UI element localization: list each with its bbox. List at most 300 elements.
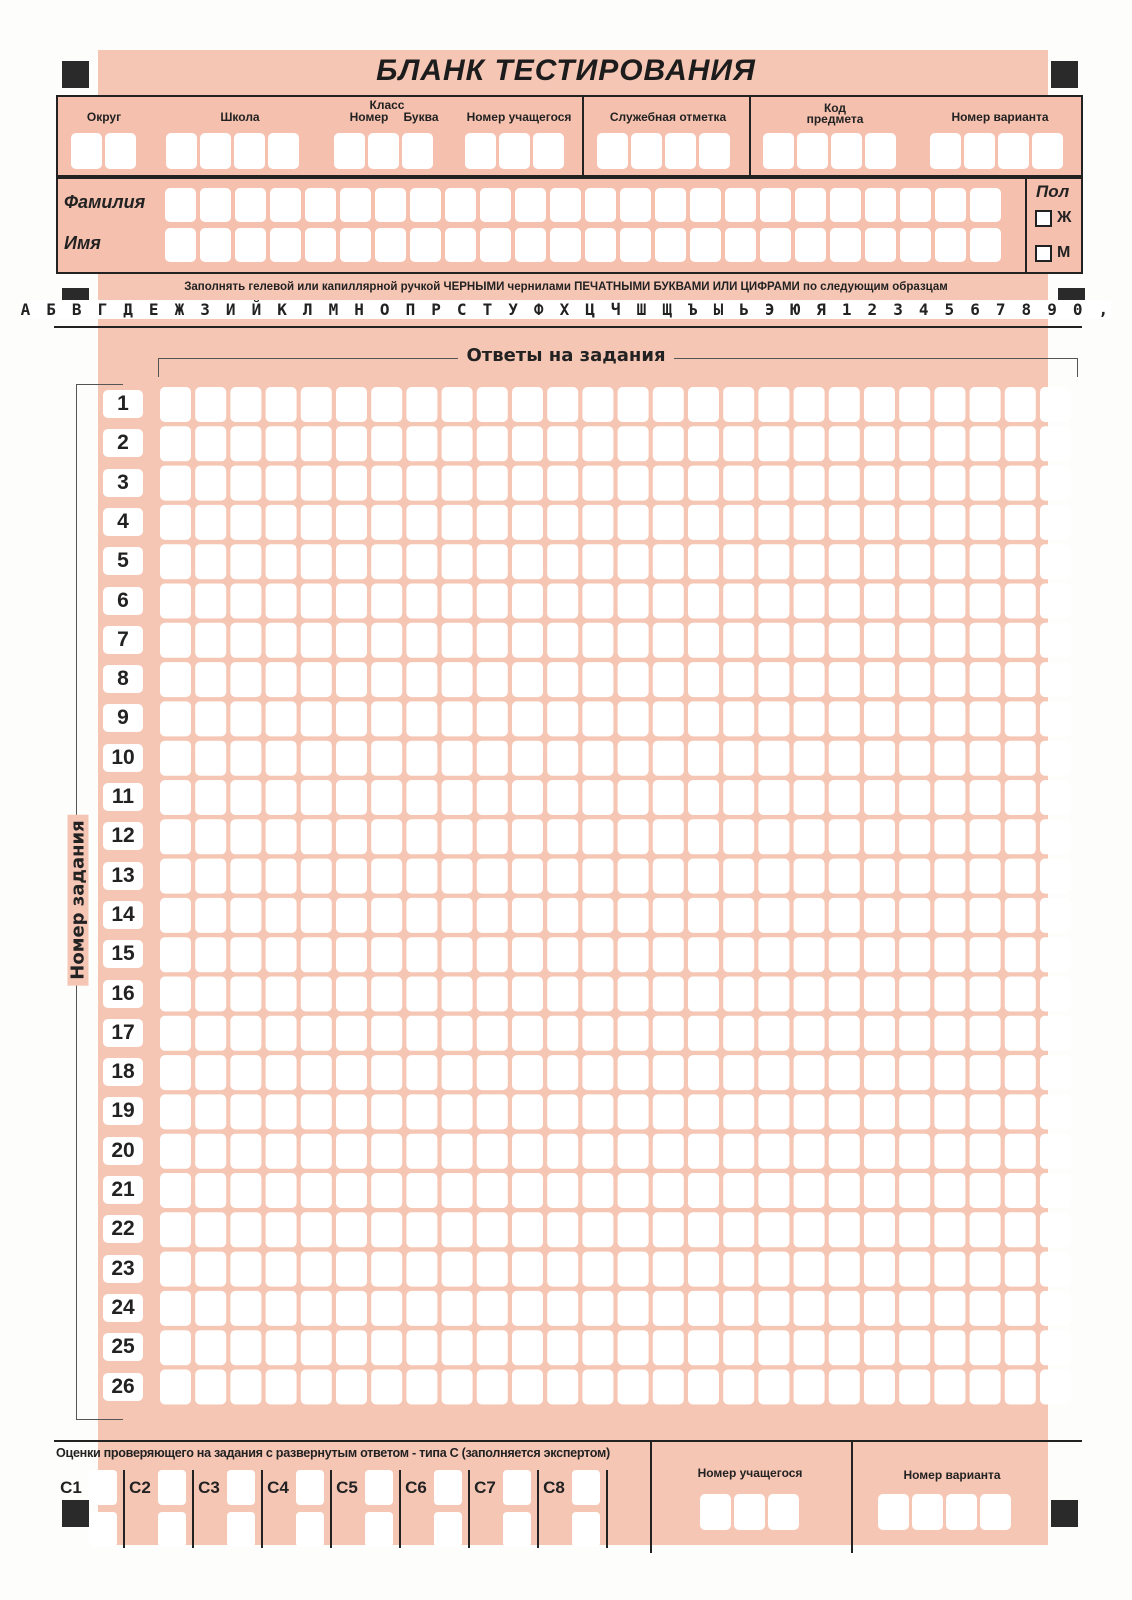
letter-cell[interactable] [900, 188, 931, 222]
answer-cell[interactable] [547, 1291, 578, 1326]
answer-cell[interactable] [195, 780, 226, 815]
answer-cell[interactable] [371, 544, 402, 579]
answer-cell[interactable] [371, 1094, 402, 1129]
answer-cell[interactable] [970, 1173, 1001, 1208]
answer-cell[interactable] [1005, 741, 1036, 776]
answer-cell[interactable] [618, 584, 649, 619]
letter-cell[interactable] [515, 188, 546, 222]
answer-cell[interactable] [970, 1291, 1001, 1326]
answer-cell[interactable] [336, 662, 367, 697]
answer-cell[interactable] [582, 977, 613, 1012]
answer-cell[interactable] [512, 466, 543, 501]
answer-cell[interactable] [336, 505, 367, 540]
answer-cell[interactable] [1040, 937, 1071, 972]
answer-cell[interactable] [336, 1330, 367, 1365]
answer-cell[interactable] [864, 1252, 895, 1287]
answer-cell[interactable] [794, 584, 825, 619]
answer-cell[interactable] [160, 1055, 191, 1090]
answer-cell[interactable] [1005, 1173, 1036, 1208]
answer-cell[interactable] [266, 701, 297, 736]
letter-cell[interactable] [585, 188, 616, 222]
letter-cell[interactable] [655, 188, 686, 222]
answer-cell[interactable] [301, 859, 332, 894]
answer-cell[interactable] [512, 1094, 543, 1129]
input-cell[interactable] [980, 1494, 1011, 1530]
answer-cell[interactable] [195, 898, 226, 933]
answer-cell[interactable] [618, 1055, 649, 1090]
score-cell[interactable] [434, 1512, 462, 1547]
answer-cell[interactable] [758, 1134, 789, 1169]
answer-cell[interactable] [195, 977, 226, 1012]
answer-cell[interactable] [582, 1212, 613, 1247]
answer-cell[interactable] [934, 1212, 965, 1247]
answer-cell[interactable] [582, 1330, 613, 1365]
answer-cell[interactable] [266, 819, 297, 854]
answer-cell[interactable] [406, 1055, 437, 1090]
letter-cell[interactable] [305, 188, 336, 222]
answer-cell[interactable] [653, 544, 684, 579]
answer-cell[interactable] [442, 701, 473, 736]
answer-cell[interactable] [723, 1016, 754, 1051]
answer-cell[interactable] [230, 1094, 261, 1129]
answer-cell[interactable] [442, 1016, 473, 1051]
letter-cell[interactable] [865, 228, 896, 262]
answer-cell[interactable] [723, 780, 754, 815]
answer-cell[interactable] [195, 1016, 226, 1051]
answer-cell[interactable] [618, 819, 649, 854]
answer-cell[interactable] [336, 741, 367, 776]
answer-cell[interactable] [653, 426, 684, 461]
answer-cell[interactable] [442, 819, 473, 854]
answer-cell[interactable] [195, 1370, 226, 1405]
letter-cell[interactable] [760, 228, 791, 262]
input-cell[interactable] [368, 133, 399, 169]
answer-cell[interactable] [195, 505, 226, 540]
answer-cell[interactable] [195, 623, 226, 658]
answer-cell[interactable] [794, 1291, 825, 1326]
letter-cell[interactable] [970, 228, 1001, 262]
answer-cell[interactable] [688, 584, 719, 619]
input-cell[interactable] [71, 133, 102, 169]
answer-cell[interactable] [653, 741, 684, 776]
answer-cell[interactable] [653, 780, 684, 815]
answer-cell[interactable] [794, 1370, 825, 1405]
answer-cell[interactable] [477, 466, 508, 501]
answer-cell[interactable] [934, 623, 965, 658]
answer-cell[interactable] [723, 1055, 754, 1090]
answer-cell[interactable] [1040, 466, 1071, 501]
answer-cell[interactable] [829, 1212, 860, 1247]
answer-cell[interactable] [723, 1094, 754, 1129]
answer-cell[interactable] [195, 1055, 226, 1090]
answer-cell[interactable] [371, 623, 402, 658]
letter-cell[interactable] [235, 188, 266, 222]
answer-cell[interactable] [582, 1134, 613, 1169]
answer-cell[interactable] [1040, 780, 1071, 815]
answer-cell[interactable] [371, 1055, 402, 1090]
answer-cell[interactable] [653, 584, 684, 619]
input-cell[interactable] [700, 1494, 731, 1530]
letter-cell[interactable] [690, 228, 721, 262]
answer-cell[interactable] [230, 466, 261, 501]
answer-cell[interactable] [406, 898, 437, 933]
answer-cell[interactable] [547, 1173, 578, 1208]
answer-cell[interactable] [970, 505, 1001, 540]
answer-cell[interactable] [442, 544, 473, 579]
answer-cell[interactable] [1040, 623, 1071, 658]
answer-cell[interactable] [934, 701, 965, 736]
answer-cell[interactable] [899, 584, 930, 619]
answer-cell[interactable] [758, 1016, 789, 1051]
letter-cell[interactable] [795, 188, 826, 222]
answer-cell[interactable] [301, 780, 332, 815]
answer-cell[interactable] [864, 623, 895, 658]
answer-cell[interactable] [758, 1252, 789, 1287]
letter-cell[interactable] [550, 228, 581, 262]
answer-cell[interactable] [1040, 1134, 1071, 1169]
answer-cell[interactable] [864, 1370, 895, 1405]
score-cell[interactable] [296, 1470, 324, 1505]
answer-cell[interactable] [512, 662, 543, 697]
answer-cell[interactable] [829, 1291, 860, 1326]
answer-cell[interactable] [230, 623, 261, 658]
answer-cell[interactable] [477, 1173, 508, 1208]
answer-cell[interactable] [160, 1370, 191, 1405]
letter-cell[interactable] [165, 188, 196, 222]
answer-cell[interactable] [266, 1055, 297, 1090]
score-cell[interactable] [158, 1470, 186, 1505]
letter-cell[interactable] [480, 228, 511, 262]
answer-cell[interactable] [829, 584, 860, 619]
answer-cell[interactable] [758, 819, 789, 854]
letter-cell[interactable] [725, 228, 756, 262]
answer-cell[interactable] [794, 898, 825, 933]
answer-cell[interactable] [758, 977, 789, 1012]
answer-cell[interactable] [371, 1330, 402, 1365]
answer-cell[interactable] [477, 1370, 508, 1405]
answer-cell[interactable] [970, 937, 1001, 972]
input-cell[interactable] [597, 133, 628, 169]
answer-cell[interactable] [688, 466, 719, 501]
answer-cell[interactable] [160, 466, 191, 501]
input-cell[interactable] [768, 1494, 799, 1530]
answer-cell[interactable] [1005, 819, 1036, 854]
answer-cell[interactable] [794, 1252, 825, 1287]
answer-cell[interactable] [829, 1173, 860, 1208]
answer-cell[interactable] [1040, 859, 1071, 894]
answer-cell[interactable] [899, 1330, 930, 1365]
letter-cell[interactable] [165, 228, 196, 262]
answer-cell[interactable] [406, 584, 437, 619]
answer-cell[interactable] [442, 1291, 473, 1326]
answer-cell[interactable] [864, 426, 895, 461]
answer-cell[interactable] [934, 859, 965, 894]
answer-cell[interactable] [442, 859, 473, 894]
letter-cell[interactable] [970, 188, 1001, 222]
answer-cell[interactable] [758, 1212, 789, 1247]
answer-cell[interactable] [266, 898, 297, 933]
answer-cell[interactable] [442, 584, 473, 619]
answer-cell[interactable] [864, 937, 895, 972]
answer-cell[interactable] [1040, 1370, 1071, 1405]
answer-cell[interactable] [653, 898, 684, 933]
answer-cell[interactable] [371, 859, 402, 894]
answer-cell[interactable] [512, 584, 543, 619]
answer-cell[interactable] [406, 937, 437, 972]
answer-cell[interactable] [160, 898, 191, 933]
letter-cell[interactable] [935, 188, 966, 222]
answer-cell[interactable] [371, 1173, 402, 1208]
answer-cell[interactable] [266, 741, 297, 776]
answer-cell[interactable] [371, 387, 402, 422]
answer-cell[interactable] [512, 977, 543, 1012]
answer-cell[interactable] [864, 1055, 895, 1090]
answer-cell[interactable] [230, 1252, 261, 1287]
answer-cell[interactable] [406, 662, 437, 697]
answer-cell[interactable] [266, 1212, 297, 1247]
answer-cell[interactable] [794, 1016, 825, 1051]
letter-cell[interactable] [795, 228, 826, 262]
answer-cell[interactable] [547, 623, 578, 658]
answer-cell[interactable] [371, 466, 402, 501]
answer-cell[interactable] [829, 623, 860, 658]
answer-cell[interactable] [758, 859, 789, 894]
answer-cell[interactable] [547, 1330, 578, 1365]
answer-cell[interactable] [688, 544, 719, 579]
answer-cell[interactable] [899, 1212, 930, 1247]
answer-cell[interactable] [618, 1330, 649, 1365]
answer-cell[interactable] [512, 505, 543, 540]
answer-cell[interactable] [582, 387, 613, 422]
answer-cell[interactable] [582, 426, 613, 461]
input-cell[interactable] [763, 133, 794, 169]
answer-cell[interactable] [230, 1173, 261, 1208]
answer-cell[interactable] [899, 1094, 930, 1129]
answer-cell[interactable] [477, 819, 508, 854]
answer-cell[interactable] [970, 1016, 1001, 1051]
score-cell[interactable] [227, 1470, 255, 1505]
answer-cell[interactable] [336, 426, 367, 461]
answer-cell[interactable] [864, 780, 895, 815]
answer-cell[interactable] [864, 1291, 895, 1326]
answer-cell[interactable] [195, 1291, 226, 1326]
answer-cell[interactable] [442, 466, 473, 501]
answer-cell[interactable] [688, 1016, 719, 1051]
answer-cell[interactable] [336, 701, 367, 736]
answer-cell[interactable] [829, 1134, 860, 1169]
answer-cell[interactable] [1005, 544, 1036, 579]
answer-cell[interactable] [794, 859, 825, 894]
answer-cell[interactable] [618, 662, 649, 697]
answer-cell[interactable] [1040, 584, 1071, 619]
answer-cell[interactable] [1040, 977, 1071, 1012]
answer-cell[interactable] [512, 1291, 543, 1326]
answer-cell[interactable] [899, 859, 930, 894]
answer-cell[interactable] [1005, 426, 1036, 461]
answer-cell[interactable] [794, 977, 825, 1012]
input-cell[interactable] [166, 133, 197, 169]
answer-cell[interactable] [688, 1370, 719, 1405]
answer-cell[interactable] [547, 466, 578, 501]
input-cell[interactable] [234, 133, 265, 169]
score-cell[interactable] [89, 1512, 117, 1547]
answer-cell[interactable] [1040, 1252, 1071, 1287]
answer-cell[interactable] [477, 701, 508, 736]
input-cell[interactable] [734, 1494, 765, 1530]
answer-cell[interactable] [582, 584, 613, 619]
input-cell[interactable] [878, 1494, 909, 1530]
answer-cell[interactable] [336, 1016, 367, 1051]
answer-cell[interactable] [829, 1370, 860, 1405]
answer-cell[interactable] [512, 741, 543, 776]
answer-cell[interactable] [653, 466, 684, 501]
letter-cell[interactable] [900, 228, 931, 262]
answer-cell[interactable] [794, 387, 825, 422]
answer-cell[interactable] [970, 623, 1001, 658]
answer-cell[interactable] [723, 544, 754, 579]
input-cell[interactable] [334, 133, 365, 169]
answer-cell[interactable] [371, 780, 402, 815]
answer-cell[interactable] [406, 1370, 437, 1405]
answer-cell[interactable] [371, 426, 402, 461]
answer-cell[interactable] [970, 859, 1001, 894]
answer-cell[interactable] [653, 1016, 684, 1051]
answer-cell[interactable] [301, 701, 332, 736]
answer-cell[interactable] [547, 1252, 578, 1287]
answer-cell[interactable] [794, 780, 825, 815]
answer-cell[interactable] [336, 1212, 367, 1247]
score-cell[interactable] [296, 1512, 324, 1547]
answer-cell[interactable] [864, 505, 895, 540]
answer-cell[interactable] [618, 544, 649, 579]
answer-cell[interactable] [899, 898, 930, 933]
answer-cell[interactable] [1005, 1330, 1036, 1365]
answer-cell[interactable] [336, 859, 367, 894]
answer-cell[interactable] [1005, 1212, 1036, 1247]
answer-cell[interactable] [266, 1291, 297, 1326]
answer-cell[interactable] [406, 387, 437, 422]
score-cell[interactable] [365, 1470, 393, 1505]
answer-cell[interactable] [160, 1173, 191, 1208]
answer-cell[interactable] [688, 1212, 719, 1247]
answer-cell[interactable] [618, 1016, 649, 1051]
answer-cell[interactable] [794, 1134, 825, 1169]
answer-cell[interactable] [794, 662, 825, 697]
answer-cell[interactable] [1005, 1016, 1036, 1051]
answer-cell[interactable] [688, 505, 719, 540]
answer-cell[interactable] [1005, 623, 1036, 658]
answer-cell[interactable] [688, 937, 719, 972]
answer-cell[interactable] [688, 701, 719, 736]
answer-cell[interactable] [301, 1252, 332, 1287]
answer-cell[interactable] [899, 623, 930, 658]
answer-cell[interactable] [1040, 1055, 1071, 1090]
letter-cell[interactable] [865, 188, 896, 222]
answer-cell[interactable] [230, 937, 261, 972]
answer-cell[interactable] [899, 544, 930, 579]
answer-cell[interactable] [794, 1055, 825, 1090]
answer-cell[interactable] [1040, 701, 1071, 736]
answer-cell[interactable] [970, 662, 1001, 697]
answer-cell[interactable] [160, 1291, 191, 1326]
answer-cell[interactable] [195, 1212, 226, 1247]
answer-cell[interactable] [477, 1330, 508, 1365]
answer-cell[interactable] [688, 662, 719, 697]
answer-cell[interactable] [230, 1330, 261, 1365]
input-cell[interactable] [105, 133, 136, 169]
answer-cell[interactable] [230, 701, 261, 736]
input-cell[interactable] [998, 133, 1029, 169]
input-cell[interactable] [946, 1494, 977, 1530]
answer-cell[interactable] [301, 662, 332, 697]
answer-cell[interactable] [547, 859, 578, 894]
answer-cell[interactable] [160, 701, 191, 736]
answer-cell[interactable] [336, 1173, 367, 1208]
answer-cell[interactable] [829, 466, 860, 501]
answer-cell[interactable] [371, 977, 402, 1012]
answer-cell[interactable] [406, 977, 437, 1012]
answer-cell[interactable] [301, 544, 332, 579]
answer-cell[interactable] [829, 977, 860, 1012]
answer-cell[interactable] [582, 780, 613, 815]
answer-cell[interactable] [195, 741, 226, 776]
answer-cell[interactable] [688, 1330, 719, 1365]
answer-cell[interactable] [477, 1291, 508, 1326]
answer-cell[interactable] [758, 584, 789, 619]
answer-cell[interactable] [336, 1134, 367, 1169]
answer-cell[interactable] [934, 898, 965, 933]
answer-cell[interactable] [899, 780, 930, 815]
answer-cell[interactable] [688, 1291, 719, 1326]
answer-cell[interactable] [1005, 1370, 1036, 1405]
answer-cell[interactable] [864, 898, 895, 933]
answer-cell[interactable] [336, 584, 367, 619]
answer-cell[interactable] [195, 701, 226, 736]
answer-cell[interactable] [688, 741, 719, 776]
answer-cell[interactable] [371, 505, 402, 540]
answer-cell[interactable] [899, 937, 930, 972]
answer-cell[interactable] [794, 819, 825, 854]
answer-cell[interactable] [301, 898, 332, 933]
answer-cell[interactable] [195, 544, 226, 579]
letter-cell[interactable] [200, 228, 231, 262]
answer-cell[interactable] [970, 741, 1001, 776]
answer-cell[interactable] [723, 1291, 754, 1326]
answer-cell[interactable] [406, 623, 437, 658]
answer-cell[interactable] [336, 1370, 367, 1405]
answer-cell[interactable] [547, 584, 578, 619]
letter-cell[interactable] [445, 188, 476, 222]
answer-cell[interactable] [547, 1016, 578, 1051]
answer-cell[interactable] [301, 819, 332, 854]
answer-cell[interactable] [230, 819, 261, 854]
answer-cell[interactable] [758, 1330, 789, 1365]
answer-cell[interactable] [864, 977, 895, 1012]
answer-cell[interactable] [160, 780, 191, 815]
answer-cell[interactable] [653, 1134, 684, 1169]
answer-cell[interactable] [829, 544, 860, 579]
input-cell[interactable] [831, 133, 862, 169]
answer-cell[interactable] [582, 1370, 613, 1405]
answer-cell[interactable] [266, 1134, 297, 1169]
answer-cell[interactable] [934, 1016, 965, 1051]
answer-cell[interactable] [723, 1173, 754, 1208]
answer-cell[interactable] [160, 662, 191, 697]
answer-cell[interactable] [195, 859, 226, 894]
answer-cell[interactable] [864, 741, 895, 776]
answer-cell[interactable] [864, 662, 895, 697]
answer-cell[interactable] [301, 1134, 332, 1169]
